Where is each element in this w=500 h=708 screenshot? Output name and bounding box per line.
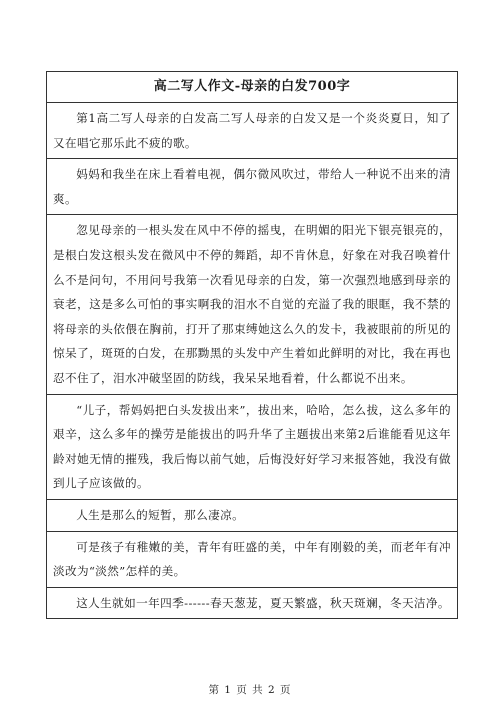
paragraph-7: 这人生就如一年四季------春天葱茏，夏天繁盛，秋天斑斓，冬天洁净。: [76, 595, 450, 610]
paragraph-3: 忽见母亲的一根头发在风中不停的摇曳，在明媚的阳光下银亮银亮的，是根白发这根头发在微风中不停的舞蹈，却不肯休息，好象在对我召唤着什么不是问句，不用问号我第一次看见母亲的白发，第一次强烈地感到母亲的衰老，这是多么可怕的事实啊我的泪水不自觉的充溢了我的眼眶，我不禁的将母亲的头依偎在胸前，打开了那束缚她这么久的发卡，我被眼前的所见的惊呆了，斑斑的白发，在那黝黑的头发中产生着如此鲜明的对比，我在再也忍不住了，泪水冲破坚固的防线，我呆呆地看着，什么都说不出来。: [47, 215, 457, 394]
paragraph-2: 妈妈和我坐在床上看着电视，偶尔微风吹过，带给人一种说不出来的清爽。: [47, 159, 457, 215]
page-footer: 第 1 页 共 2 页: [208, 684, 292, 696]
paragraph-1: 第1高二写人母亲的白发高二写人母亲的白发又是一个炎炎夏日，知了又在唱它那乐此不疲的歌。: [47, 103, 457, 159]
document-title: 高二写人作文-母亲的白发700字: [47, 72, 457, 103]
document-table: [46, 71, 458, 619]
paragraph-4: “儿子，帮妈妈把白头发拔出来”，拔出来，哈哈，怎么拔，这么多年的艰辛，这么多年的操劳是能拔出的吗升华了主题拔出来第2后谁能看见这年龄对她无情的摧残，我后悔以前气她，后悔没好好学习来报答她，我没有做到儿子应该做的。: [47, 395, 457, 500]
paragraph-6: 可是孩子有稚嫩的美，青年有旺盛的美，中年有刚毅的美，而老年有冲淡改为“淡然”怎样的美。: [47, 532, 457, 588]
paragraph-5: 人生是那么的短暂，那么凄凉。: [47, 500, 457, 532]
